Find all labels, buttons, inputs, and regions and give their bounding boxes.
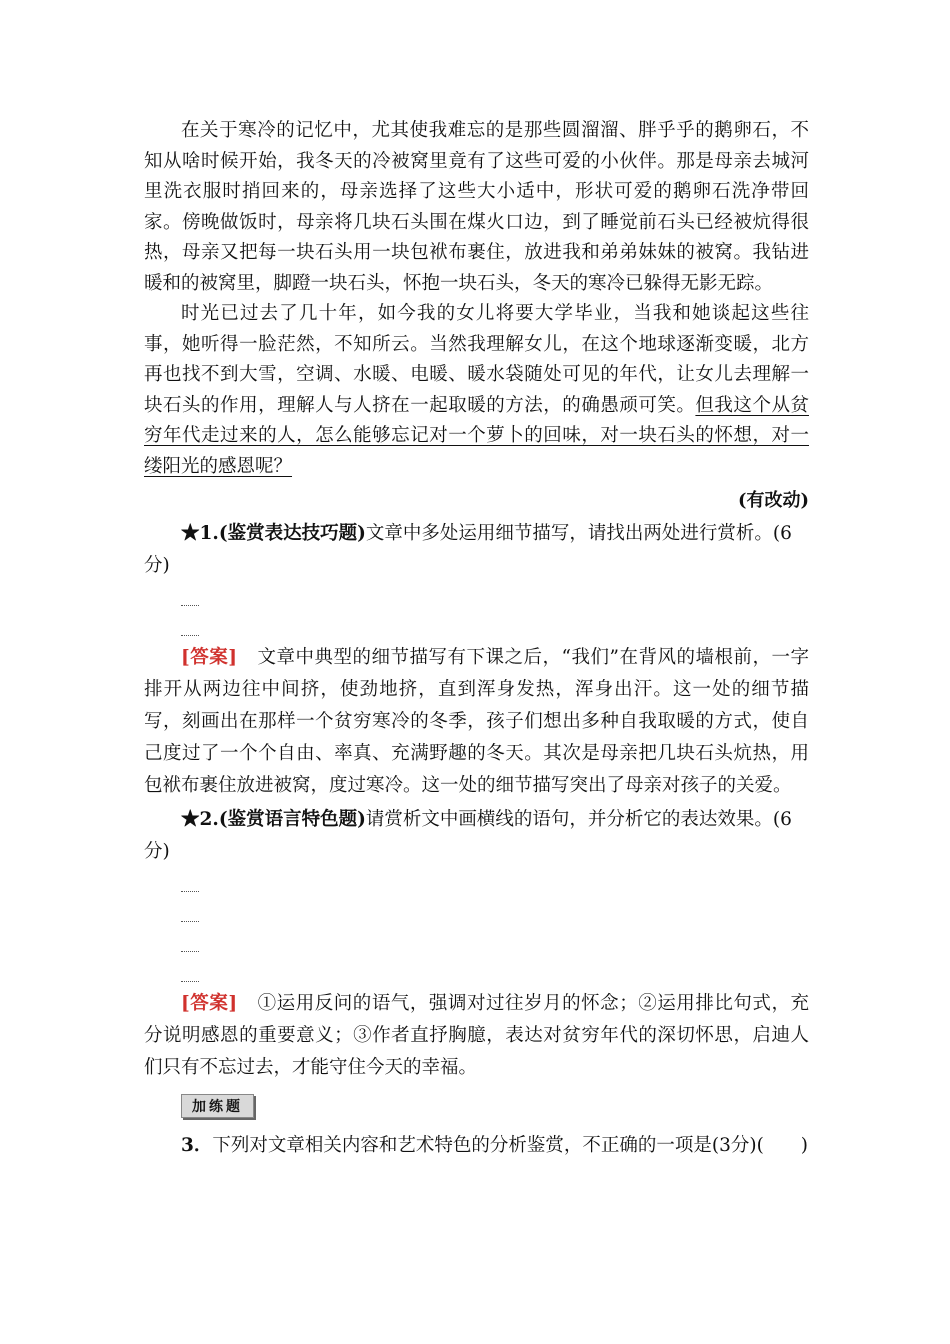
practice-label: 加练题 xyxy=(181,1094,254,1118)
answer-blank-line xyxy=(144,898,809,928)
answer-tag: [答案] xyxy=(181,993,238,1014)
passage-paragraph-1: 在关于寒冷的记忆中，尤其使我难忘的是那些圆溜溜、胖乎乎的鹅卵石，不知从啥时候开始，我冬天的冷被窝里竟有了这些可爱的小伙伴。那是母亲去城河里洗衣服时捎回来的，母亲选择了这些大小适中，形状可爱的鹅卵石洗净带回家。傍晚做饭时，母亲将几块石头围在煤火口边，到了睡觉前石头已经被炕得很热，母亲又把每一块石头用一块包袱布裹住，放进我和弟弟妹妹的被窝。我钻进暖和的被窝里，脚蹬一块石头，怀抱一块石头，冬天的寒冷已躲得无影无踪。 xyxy=(144,120,809,294)
content-area xyxy=(144,116,809,1162)
answer-tag: [答案] xyxy=(181,647,238,668)
question-3-text: 下列对文章相关内容和艺术特色的分析鉴赏，不正确的一项是(3分)( ) xyxy=(212,1135,809,1156)
answer-blank-line xyxy=(144,868,809,898)
passage-paragraph-2 xyxy=(144,299,809,482)
question-1-answer xyxy=(144,642,809,802)
question-2 xyxy=(144,804,809,868)
underlined-sentence: 但我这个从贫穷年代走过来的人，怎么能够忘记对一个萝卜的回味，对一块石头的怀想，对一缕阳光的感恩呢？ xyxy=(144,394,809,477)
question-2-type: (鉴赏语言特色题) xyxy=(218,809,366,830)
question-1-text: 文章中多处运用细节描写，请找出两处进行赏析。(6分) xyxy=(144,523,792,576)
star-icon: ★ xyxy=(181,523,200,544)
question-3 xyxy=(144,1130,809,1162)
answer-blank-line xyxy=(144,928,809,958)
question-2-text: 请赏析文中画横线的语句，并分析它的表达效果。(6分) xyxy=(144,809,792,862)
question-1-type: (鉴赏表达技巧题) xyxy=(218,523,366,544)
star-icon: ★ xyxy=(181,809,200,830)
answer-blank-line xyxy=(144,582,809,612)
question-1-number: 1. xyxy=(199,523,219,544)
passage-paragraph-2-text: 时光已过去了几十年，如今我的女儿将要大学毕业，当我和她谈起这些往事，她听得一脸茫然，不知所云。当然我理解女儿，在这个地球逐渐变暖，北方再也找不到大雪，空调、水暖、电暖、暖水袋随处可见的年代，让女儿去理解一块石头的作用，理解人与人挤在一起取暖的方法，的确愚顽可笑。 xyxy=(144,303,809,416)
question-3-number: 3． xyxy=(181,1135,213,1156)
question-1-answer-text: 文章中典型的细节描写有下课之后，“我们”在背风的墙根前，一字排开从两边往中间挤，使劲地挤，直到浑身发热，浑身出汗。这一处的细节描写，刻画出在那样一个贫穷寒冷的冬季，孩子们想出多种自我取暖的方式，使自己度过了一个个自由、率真、充满野趣的冬天。其次是母亲把几块石头炕热，用包袱布裹住放进被窝，度过寒冷。这一处的细节描写突出了母亲对孩子的关爱。 xyxy=(144,647,809,796)
question-2-number: 2. xyxy=(199,809,219,830)
question-2-answer-text: ①运用反问的语气，强调对过往岁月的怀念；②运用排比句式，充分说明感恩的重要意义；③作者直抒胸臆，表达对贫穷年代的深切怀思，启迪人们只有不忘过去，才能守住今天的幸福。 xyxy=(144,993,809,1078)
question-1 xyxy=(144,518,809,582)
answer-blank-line xyxy=(144,612,809,642)
question-2-answer xyxy=(144,988,809,1084)
source-note: (有改动) xyxy=(737,490,809,511)
answer-blank-line xyxy=(144,958,809,988)
